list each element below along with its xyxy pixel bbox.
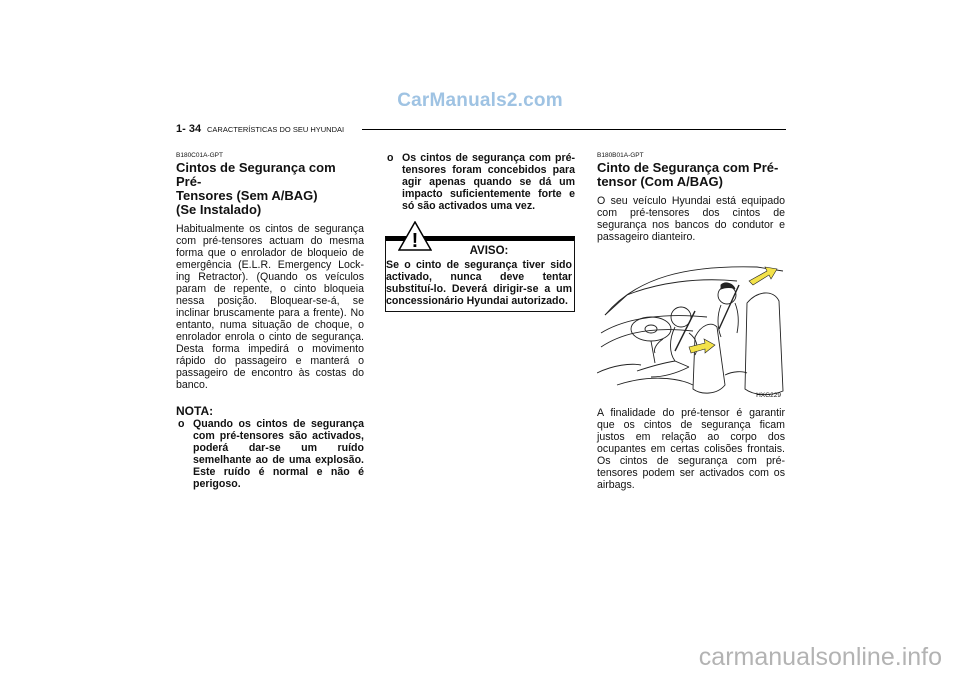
figure-label: HXG229 bbox=[756, 392, 781, 399]
note-heading: NOTA: bbox=[176, 404, 214, 418]
section-heading bbox=[597, 161, 785, 189]
warning-triangle-icon bbox=[398, 221, 432, 251]
section-title: CARACTERÍSTICAS DO SEU HYUNDAI bbox=[207, 125, 345, 134]
body-paragraph: Habitualmente os cintos de segurança com pré-tensores actuam do mesma forma que o enrolador de bloqueio de emergência (E.L.R. Emergency Lock-ing Retractor). (Quando os veículos param de repente, o cinto bloqueia nessa posição. Bloquear-se-á, se inclinar bruscamente para a frente). No entanto, numa situação de choque, o enrolador enrola o cinto de segurança. Desta forma impedirá o movimento rápido do passageiro e manterá o passageiro de encontro às costas do banco. bbox=[176, 223, 364, 391]
heading-line: Cintos de Segurança com Pré- bbox=[176, 160, 336, 189]
page-number: 1- 34 bbox=[176, 123, 202, 135]
section-code: B180B01A-GPT bbox=[597, 152, 644, 159]
bullet-mark: o bbox=[178, 418, 185, 430]
header-rule bbox=[362, 129, 786, 130]
warning-symbol: ! bbox=[411, 230, 419, 251]
warning-box bbox=[385, 230, 575, 312]
warning-heading: AVISO: bbox=[469, 245, 509, 257]
column-right bbox=[597, 152, 785, 491]
body-paragraph: O seu veículo Hyundai está equipado com pré-tensores dos cintos de segurança nos bancos do condutor e passageiro dianteiro. bbox=[597, 195, 785, 243]
bullet-item bbox=[385, 152, 575, 212]
bullet-text: Os cintos de segurança com pré-tensores foram concebidos para agir apenas quando se dá um impacto suficientemente forte e só são activados uma vez. bbox=[402, 152, 575, 212]
warning-text: Se o cinto de segurança tiver sido activado, nunca deve tentar substituí-lo. Deverá dirigir-se a um concessionário Hyundai autorizado. bbox=[386, 259, 572, 307]
note-item bbox=[176, 418, 364, 490]
pretensioner-arrow bbox=[749, 267, 777, 285]
heading-line: tensor (Com A/BAG) bbox=[597, 174, 723, 189]
section-code: B180C01A-GPT bbox=[176, 152, 223, 159]
page-header bbox=[176, 123, 786, 137]
car-interior-illustration bbox=[597, 255, 785, 401]
heading-line: (Se Instalado) bbox=[176, 202, 262, 217]
illustration-drawing bbox=[597, 255, 785, 401]
section-heading bbox=[176, 161, 364, 217]
heading-line: Tensores (Sem A/BAG) bbox=[176, 188, 318, 203]
bullet-mark: o bbox=[387, 152, 394, 164]
note-text: Quando os cintos de segurança com pré-tensores são activados, poderá dar-se um ruído semelhante ao de uma explosão. Este ruído é normal e não é perigoso. bbox=[193, 418, 364, 490]
column-left bbox=[176, 152, 364, 490]
column-middle bbox=[385, 152, 575, 312]
pretensioner-arrow bbox=[689, 339, 715, 353]
body-paragraph: A finalidade do pré-tensor é garantir que os cintos de segurança ficam justos em relação ao corpo dos ocupantes em certas colisões frontais. Os cintos de segurança com pré-tensores podem ser activados com os airbags. bbox=[597, 407, 785, 491]
watermark-top[interactable]: CarManuals2.com bbox=[397, 90, 563, 111]
heading-line: Cinto de Segurança com Pré- bbox=[597, 160, 779, 175]
watermark-bottom[interactable]: carmanualsonline.info bbox=[698, 643, 942, 671]
